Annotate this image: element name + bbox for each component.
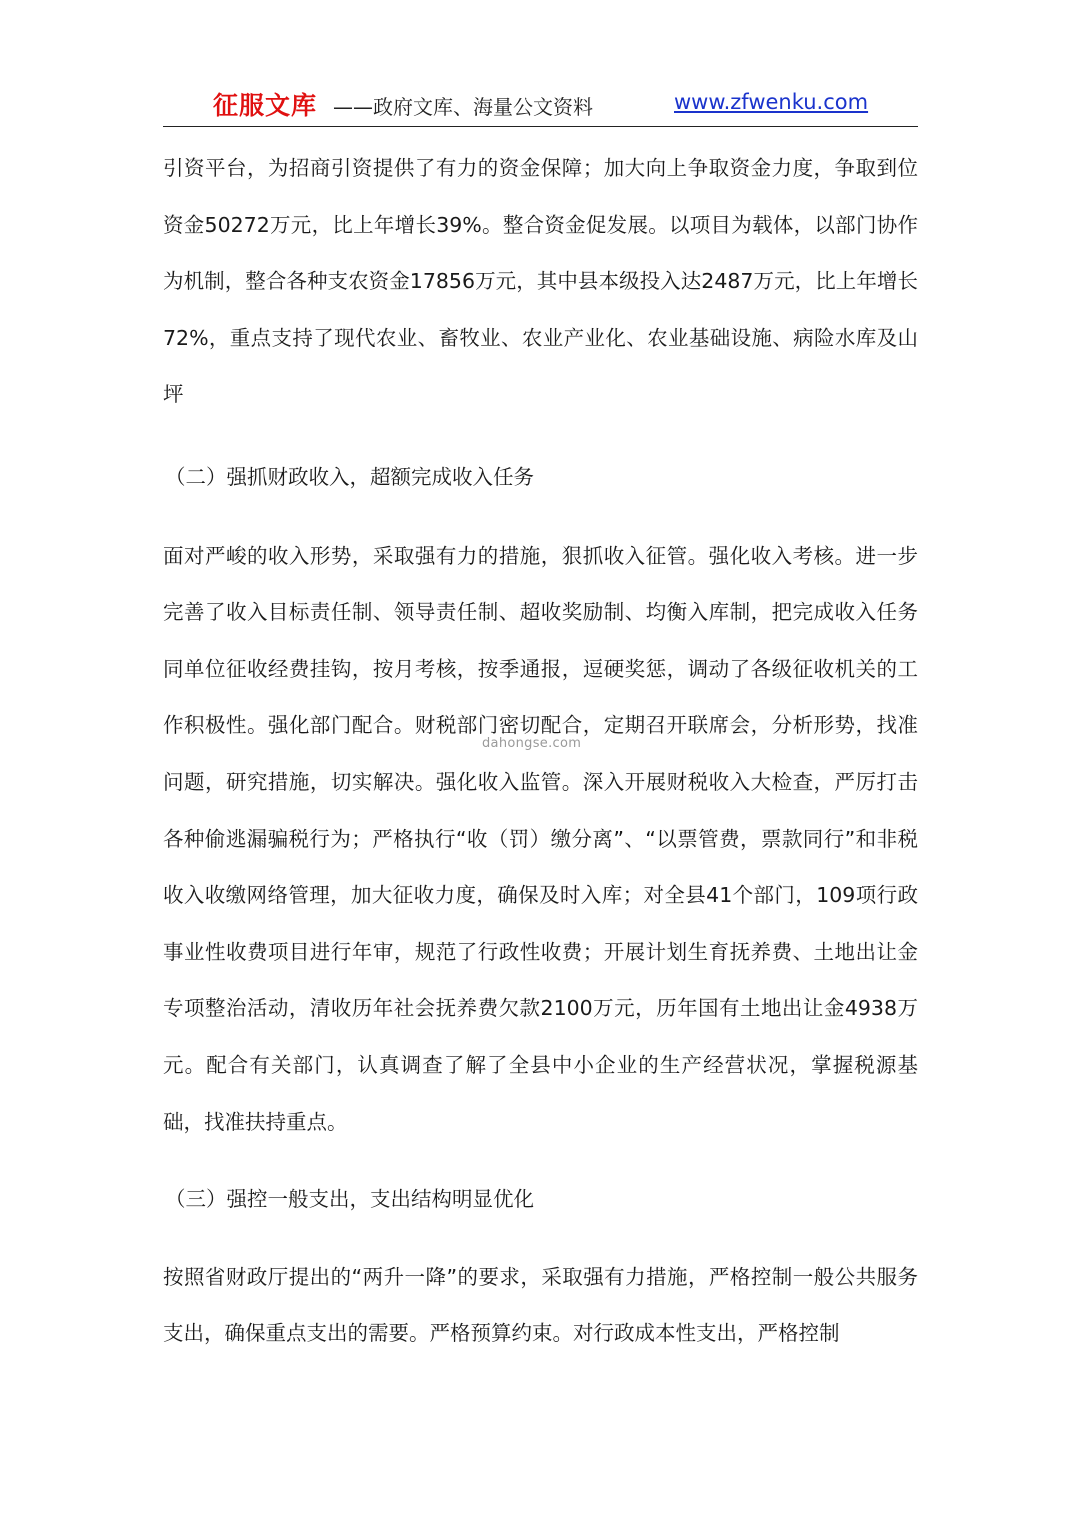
page-header [163, 84, 918, 127]
paragraph-funding: 引资平台，为招商引资提供了有力的资金保障；加大向上争取资金力度，争取到位资金50272万元，比上年增长39%。整合资金促发展。以项目为载体，以部门协作为机制，整合各种支农资金17856万元，其中县本级投入达2487万元，比上年增长72%，重点支持了现代农业、畜牧业、农业产业化、农业基础设施、病险水库及山坪 [163, 156, 918, 407]
header-tagline: ——政府文库、海量公文资料 [333, 95, 593, 119]
brand-logo-text: 征服文库 [213, 91, 318, 120]
watermark: dahongse.com [482, 736, 582, 751]
section-heading-revenue: （二）强抓财政收入，超额完成收入任务 [165, 464, 534, 489]
section-heading-expenditure: （三）强控一般支出，支出结构明显优化 [165, 1187, 534, 1212]
paragraph-expenditure: 按照省财政厅提出的“两升一降”的要求，采取强有力措施，严格控制一般公共服务支出，确保重点支出的需要。严格预算约束。对行政成本性支出，严格控制 [163, 1264, 918, 1346]
site-url-link[interactable]: www.zfwenku.com [674, 90, 869, 114]
paragraph-revenue: 面对严峻的收入形势，采取强有力的措施，狠抓收入征管。强化收入考核。进一步完善了收入目标责任制、领导责任制、超收奖励制、均衡入库制，把完成收入任务同单位征收经费挂钩，按月考核，按季通报，逗硬奖惩，调动了各级征收机关的工作积极性。强化部门配合。财税部门密切配合，定期召开联席会，分析形势，找准问题，研究措施，切实解决。强化收入监管。深入开展财税收入大检查，严厉打击各种偷逃漏骗税行为；严格执行“收（罚）缴分离”、“以票管费，票款同行”和非税收入收缴网络管理，加大征收力度，确保及时入库；对全县41个部门，109项行政事业性收费项目进行年审，规范了行政性收费；开展计划生育抚养费、土地出让金专项整治活动，清收历年社会抚养费欠款2100万元，历年国有土地出让金4938万元。配合有关部门，认真调查了解了全县中小企业的生产经营状况，掌握税源基础，找准扶持重点。 [163, 543, 918, 1134]
